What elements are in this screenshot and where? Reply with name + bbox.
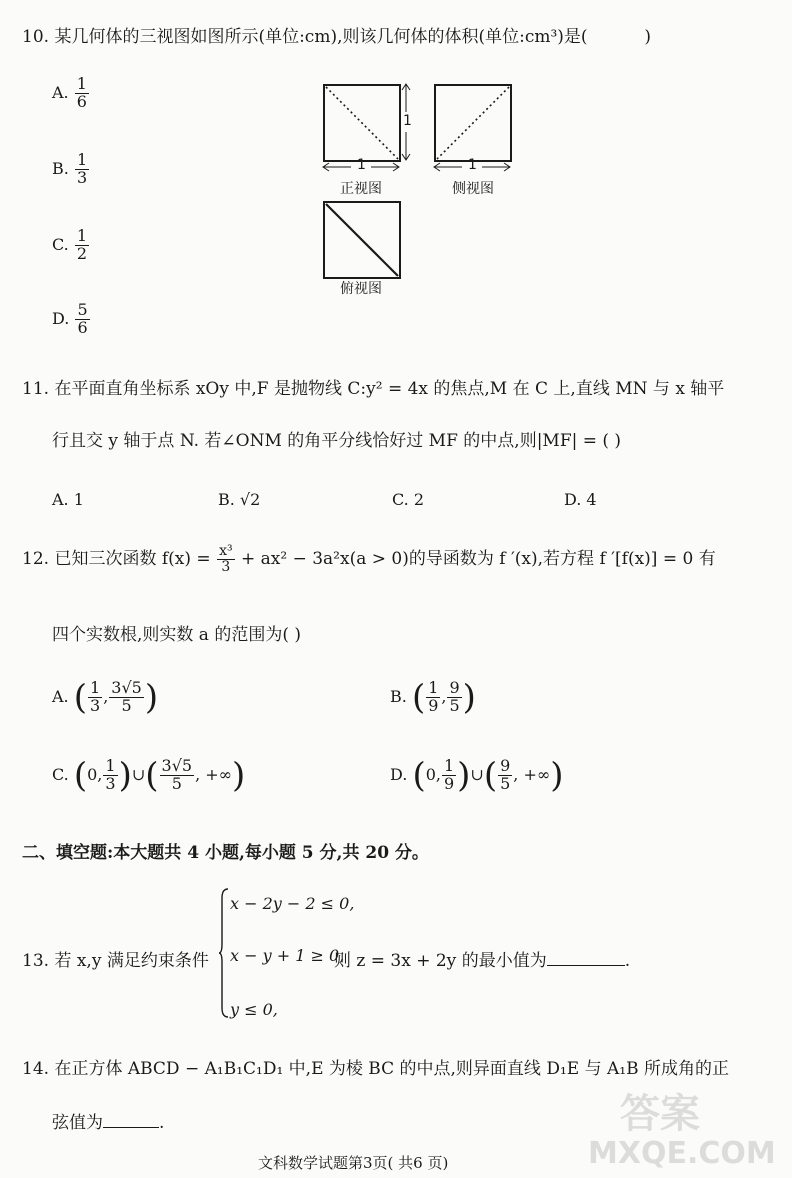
fraction: $\frac{9}{5}$ — [500, 756, 511, 793]
q11-line-2: 行且交 y 轴于点 N. 若∠ONM 的角平分线恰好过 MF 的中点,则|MF| = ( ) — [52, 431, 622, 451]
page-footer: 文科数学试题第3页( 共6 页) — [258, 1154, 449, 1172]
q10-close-paren: ) — [644, 27, 652, 47]
q12-option-b[interactable]: B. ( $\frac{1}{9}$ , $\frac{9}{5}$ ) — [390, 677, 476, 718]
width-dimension-label: 1 — [357, 157, 366, 173]
q12-option-a[interactable]: A. ( $\frac{1}{3}$ , $\frac{3√5}{5}$ ) — [52, 677, 159, 718]
fraction: $\frac{5}{6}$ — [77, 300, 88, 337]
watermark-bottom: MXQE.COM — [588, 1136, 776, 1171]
answer-blank[interactable] — [103, 1127, 159, 1128]
constraint-3: y ≤ 0, — [230, 1000, 278, 1019]
q11-option-b[interactable]: B. √2 — [218, 490, 261, 509]
top-view-caption: 俯视图 — [340, 281, 382, 297]
q11-option-a[interactable]: A. 1 — [52, 490, 84, 509]
height-dimension-label: 1 — [403, 113, 412, 129]
q10-stem — [22, 22, 651, 47]
q12-number: 12. — [22, 549, 50, 569]
side-view-caption: 侧视图 — [452, 181, 494, 197]
q13-tail: 则 z = 3x + 2y 的最小值为 . — [334, 951, 631, 971]
q12-stem-a: 已知三次函数 f(x) = — [54, 549, 211, 569]
q12-fraction: $\frac{\text{x³}}{3}$ — [219, 543, 233, 575]
option-label: C. — [52, 234, 69, 254]
q14-line-1: 14. 在正方体 ABCD − A₁B₁C₁D₁ 中,E 为棱 BC 的中点,则异面直线 D₁E 与 A₁B 所成角的正 — [22, 1059, 729, 1079]
front-view-caption: 正视图 — [340, 181, 382, 197]
side-width-dimension-label: 1 — [468, 157, 477, 173]
constraint-1: x − 2y − 2 ≤ 0, — [230, 894, 355, 913]
option-label: D. — [52, 308, 70, 328]
fraction: $\frac{9}{5}$ — [449, 678, 460, 715]
q10-text: 某几何体的三视图如图所示(单位:cm),则该几何体的体积(单位:cm³)是( — [54, 27, 588, 47]
fraction: $\frac{1}{2}$ — [76, 226, 88, 263]
option-label: B. — [390, 686, 407, 706]
fraction: $\frac{1}{6}$ — [76, 74, 87, 111]
q12-line-1 — [22, 544, 716, 575]
fraction: $\frac{1}{3}$ — [90, 678, 101, 715]
constraint-brace — [219, 888, 229, 1018]
q10-option-a[interactable] — [52, 76, 90, 111]
q12-option-c[interactable]: C. (0, $\frac{1}{3}$ )∪( $\frac{3√5}{5}$ , +∞) — [52, 755, 246, 796]
section-heading: 二、填空题:本大题共 4 小题,每小题 5 分,共 20 分。 — [22, 843, 429, 863]
front-view-dashed-diagonal — [323, 84, 401, 162]
top-view-solid-diagonal — [323, 201, 401, 279]
q10-option-c[interactable] — [52, 228, 90, 263]
q11-option-c[interactable]: C. 2 — [392, 490, 425, 509]
option-label: A. — [52, 686, 69, 706]
fraction: $\frac{1}{3}$ — [105, 756, 116, 793]
q13-lead: 13. 若 x,y 满足约束条件 — [22, 951, 209, 971]
option-label: D. — [390, 764, 408, 784]
option-label: C. — [52, 764, 69, 784]
fraction: $\frac{1}{3}$ — [76, 150, 88, 187]
watermark-top: 答案 — [620, 1091, 700, 1137]
q10-number: 10. — [22, 27, 50, 47]
fraction: $\frac{3√5}{5}$ — [161, 756, 193, 793]
answer-blank[interactable] — [547, 965, 625, 966]
side-view-dashed-diagonal — [434, 84, 512, 162]
q11-option-d[interactable]: D. 4 — [564, 490, 597, 509]
q12-stem-b: + ax² − 3a²x(a > 0)的导函数为 f ′(x),若方程 f ′[f(x)] = 0 有 — [240, 549, 716, 569]
constraint-2: x − y + 1 ≥ 0, — [230, 946, 345, 965]
option-label: A. — [52, 82, 69, 102]
fraction: $\frac{3√5}{5}$ — [111, 678, 142, 715]
q12-line-2: 四个实数根,则实数 a 的范围为( ) — [52, 625, 302, 645]
q11-line-1: 11. 在平面直角坐标系 xOy 中,F 是抛物线 C:y² = 4x 的焦点,M 在 C 上,直线 MN 与 x 轴平 — [22, 379, 725, 399]
q10-option-d[interactable] — [52, 302, 91, 337]
fraction: $\frac{1}{9}$ — [443, 756, 455, 793]
option-label: B. — [52, 158, 69, 178]
q14-line-2: 弦值为 . — [52, 1113, 165, 1133]
q10-option-b[interactable] — [52, 152, 90, 187]
fraction: $\frac{1}{9}$ — [428, 678, 439, 715]
q12-option-d[interactable]: D. (0, $\frac{1}{9}$ )∪( $\frac{9}{5}$ , +∞) — [390, 755, 564, 796]
